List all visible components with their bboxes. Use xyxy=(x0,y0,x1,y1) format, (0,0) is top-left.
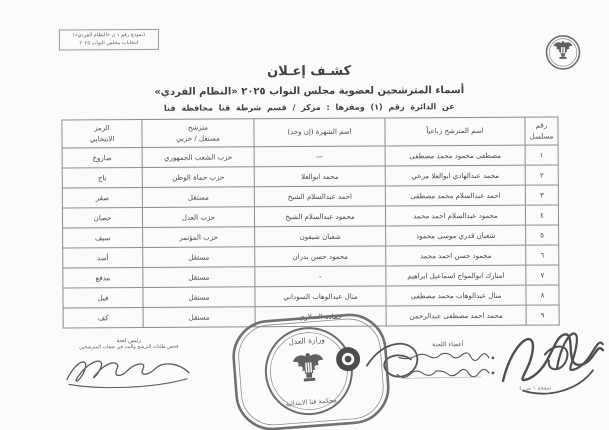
cell-symbol: حصان xyxy=(62,207,142,227)
cell-serial: ٩ xyxy=(526,305,559,325)
header-nickname: اسم الشهرة (إن وجد) xyxy=(254,118,385,147)
cell-symbol: تاج xyxy=(62,167,142,187)
cell-serial: ٤ xyxy=(525,205,558,225)
page-subtitle: أسماء المترشحين لعضوية مجلس النواب ٢٠٢٥ «النظام الفردي» xyxy=(154,85,465,98)
committee-head-subtitle: فحص طلبات الترشح والبت في صفات المترشحين xyxy=(79,344,179,351)
header-affiliation-l1: مترشح xyxy=(187,123,209,133)
table-header-row xyxy=(62,117,558,148)
cell-symbol: أسد xyxy=(63,247,143,267)
cell-candidate-name: امبارك ابوالمواج اسماعيل ابراهيم xyxy=(386,265,526,286)
cell-symbol: صقر xyxy=(62,187,142,207)
cell-symbol: مدفع xyxy=(63,267,143,287)
page-number: صفحة ١ من ٤ xyxy=(519,385,552,392)
cell-serial: ٨ xyxy=(526,285,559,305)
cell-affiliation: مستقل xyxy=(143,287,255,308)
header-serial xyxy=(525,117,558,145)
candidates-table xyxy=(61,116,559,328)
large-signature-2 xyxy=(549,316,609,382)
cell-symbol: سيف xyxy=(63,227,143,247)
form-number-box xyxy=(59,29,159,51)
committee-member-signature-1 xyxy=(393,349,497,366)
form-box-line1: (نموذج رقم ١ ن «النظام الفردي») xyxy=(72,31,146,39)
cell-candidate-name: محمود عبدالسلام احمد محمد xyxy=(385,205,525,226)
cell-serial: ١ xyxy=(525,145,558,165)
cell-nickname: محمود عبدالسلام الشيخ xyxy=(254,206,385,227)
cell-symbol: كف xyxy=(63,307,143,327)
cell-nickname: - xyxy=(255,266,386,287)
stamp-top-text: وزارة العدل xyxy=(287,334,326,347)
committee-members-title: أعضاء اللجنة xyxy=(432,341,464,349)
cell-nickname: محمود حسن بدران xyxy=(255,246,386,267)
cell-affiliation: حزب العدل xyxy=(142,207,254,228)
header-symbol-l1: الرمز xyxy=(94,124,110,133)
cell-symbol: فيل xyxy=(63,287,143,307)
committee-head-signature xyxy=(59,351,199,394)
cell-serial: ٦ xyxy=(526,245,559,265)
cell-affiliation: حزب المؤتمر xyxy=(143,227,255,248)
cell-candidate-name: محمد عبدالهادي ابوالعلا مرعي xyxy=(385,165,525,186)
cell-candidate-name: محمود حسن احمد محمد xyxy=(386,245,526,266)
cell-serial: ٢ xyxy=(525,165,558,185)
committee-head-caption xyxy=(59,338,199,351)
page-title: كشـف إعـلان xyxy=(267,63,352,80)
cell-nickname: محمد ابوالعلا xyxy=(254,166,385,187)
form-box-line2: انتخابات مجلس النواب ٢٠٢٥ xyxy=(79,39,139,46)
header-symbol xyxy=(62,119,142,147)
header-serial-l2: مسلسل xyxy=(529,131,554,141)
stamp-bottom-text: محكمة قنا الابتدائية xyxy=(285,396,338,408)
cell-serial: ٧ xyxy=(526,265,559,285)
cell-nickname: احمد عبدالسلام الشيخ xyxy=(254,186,385,207)
cell-symbol: صاروخ xyxy=(62,147,142,167)
committee-head-title: رئيس لجنة xyxy=(116,338,142,345)
cell-affiliation: مستقل xyxy=(143,267,255,288)
header-affiliation-l2: مستقل / حزبي xyxy=(176,134,220,143)
header-serial-l1: رقم xyxy=(535,121,548,130)
cell-candidate-name: منال عبدالوهاب محمد مصطفى xyxy=(386,285,526,306)
header-affiliation xyxy=(142,119,254,148)
header-candidate-name: اسم المترشح رباعياً xyxy=(385,117,525,146)
cell-affiliation: حزب حماة الوطن xyxy=(142,167,254,188)
cell-serial: ٥ xyxy=(526,225,559,245)
district-line: عن الدائرة رقم (١) ومقرها : مركز / قسم شرطة قنا محافظة قنا xyxy=(164,102,455,113)
cell-affiliation: حزب الشعب الجمهوري xyxy=(142,147,254,168)
cell-nickname: حماده الجبلاوي xyxy=(255,306,386,327)
cell-affiliation: مستقل xyxy=(142,187,254,208)
cell-nickname: — xyxy=(254,146,385,167)
cell-candidate-name: مصطفى محمود محمد مصطفى xyxy=(385,145,525,166)
cell-serial: ٣ xyxy=(525,185,558,205)
cell-candidate-name: شعبان قدري موسى محمود xyxy=(386,225,526,246)
committee-member-signature-2 xyxy=(393,365,497,382)
cell-affiliation: مستقل xyxy=(143,247,255,268)
cell-nickname: شعبان شيفون xyxy=(255,226,386,247)
cell-affiliation: مستقل xyxy=(143,307,255,328)
cell-candidate-name: احمد عبدالسلام محمد مصطفى xyxy=(385,185,525,206)
cell-nickname: منال عبدالوهاب السوداني xyxy=(255,286,386,307)
cell-candidate-name: محمد احمد مصطفى عبدالرحمن xyxy=(386,305,526,326)
header-symbol-l2: الانتخابي xyxy=(89,134,115,143)
